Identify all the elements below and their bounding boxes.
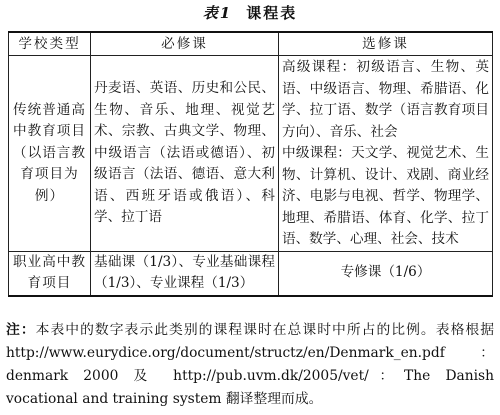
course-table <box>8 31 493 297</box>
note-text: 本表中的数字表示此类别的课程课时在总课时中所占的比例。表格根据 http://www.eurydice.org/document/structz/en/Denmark_en.pdf：denmark 2000 及 http://pub.uvm.dk/2005/vet/：The Danish vocational and training system 翻译整理而成。 <box>6 322 495 407</box>
elective-courses-cell <box>279 56 493 252</box>
table-number: 表1 <box>202 4 233 22</box>
table-header-row <box>9 32 493 56</box>
note-label: 注： <box>6 322 36 338</box>
school-type-cell: 传统普通高中教育项目（以语言教育项目为例） <box>9 56 91 252</box>
table-title <box>0 2 500 23</box>
table-row <box>9 56 493 252</box>
header-required: 必修课 <box>91 32 279 56</box>
header-school-type: 学校类型 <box>9 32 91 56</box>
required-courses-cell: 丹麦语、英语、历史和公民、生物、音乐、地理、视觉艺术、宗教、古典文学、物理、中级语言（法语或德语）、初级语言（法语、德语、意大利语、西班牙语或俄语）、科学、拉丁语 <box>91 56 279 252</box>
school-type-cell: 职业高中教育项目 <box>9 251 91 296</box>
elective-courses-cell: 专修课（1/6） <box>279 251 493 296</box>
table-note <box>6 319 494 411</box>
elective-intermediate: 中级课程：天文学、视觉艺术、生物、计算机、设计、戏剧、商业经济、电影与电视、哲学、物理学、地理、希腊语、体育、化学、拉丁语、数学、心理、社会、技术 <box>282 145 489 247</box>
table-name: 课程表 <box>246 4 298 22</box>
elective-advanced: 高级课程：初级语言、生物、英语、中级语言、物理、希腊语、化学、拉丁语、数学（语言教育项目方向）、音乐、社会 <box>282 59 489 140</box>
required-courses-cell: 基础课（1/3）、专业基础课程（1/3）、专业课程（1/3） <box>91 251 279 296</box>
table-row <box>9 251 493 296</box>
header-elective: 选修课 <box>279 32 493 56</box>
